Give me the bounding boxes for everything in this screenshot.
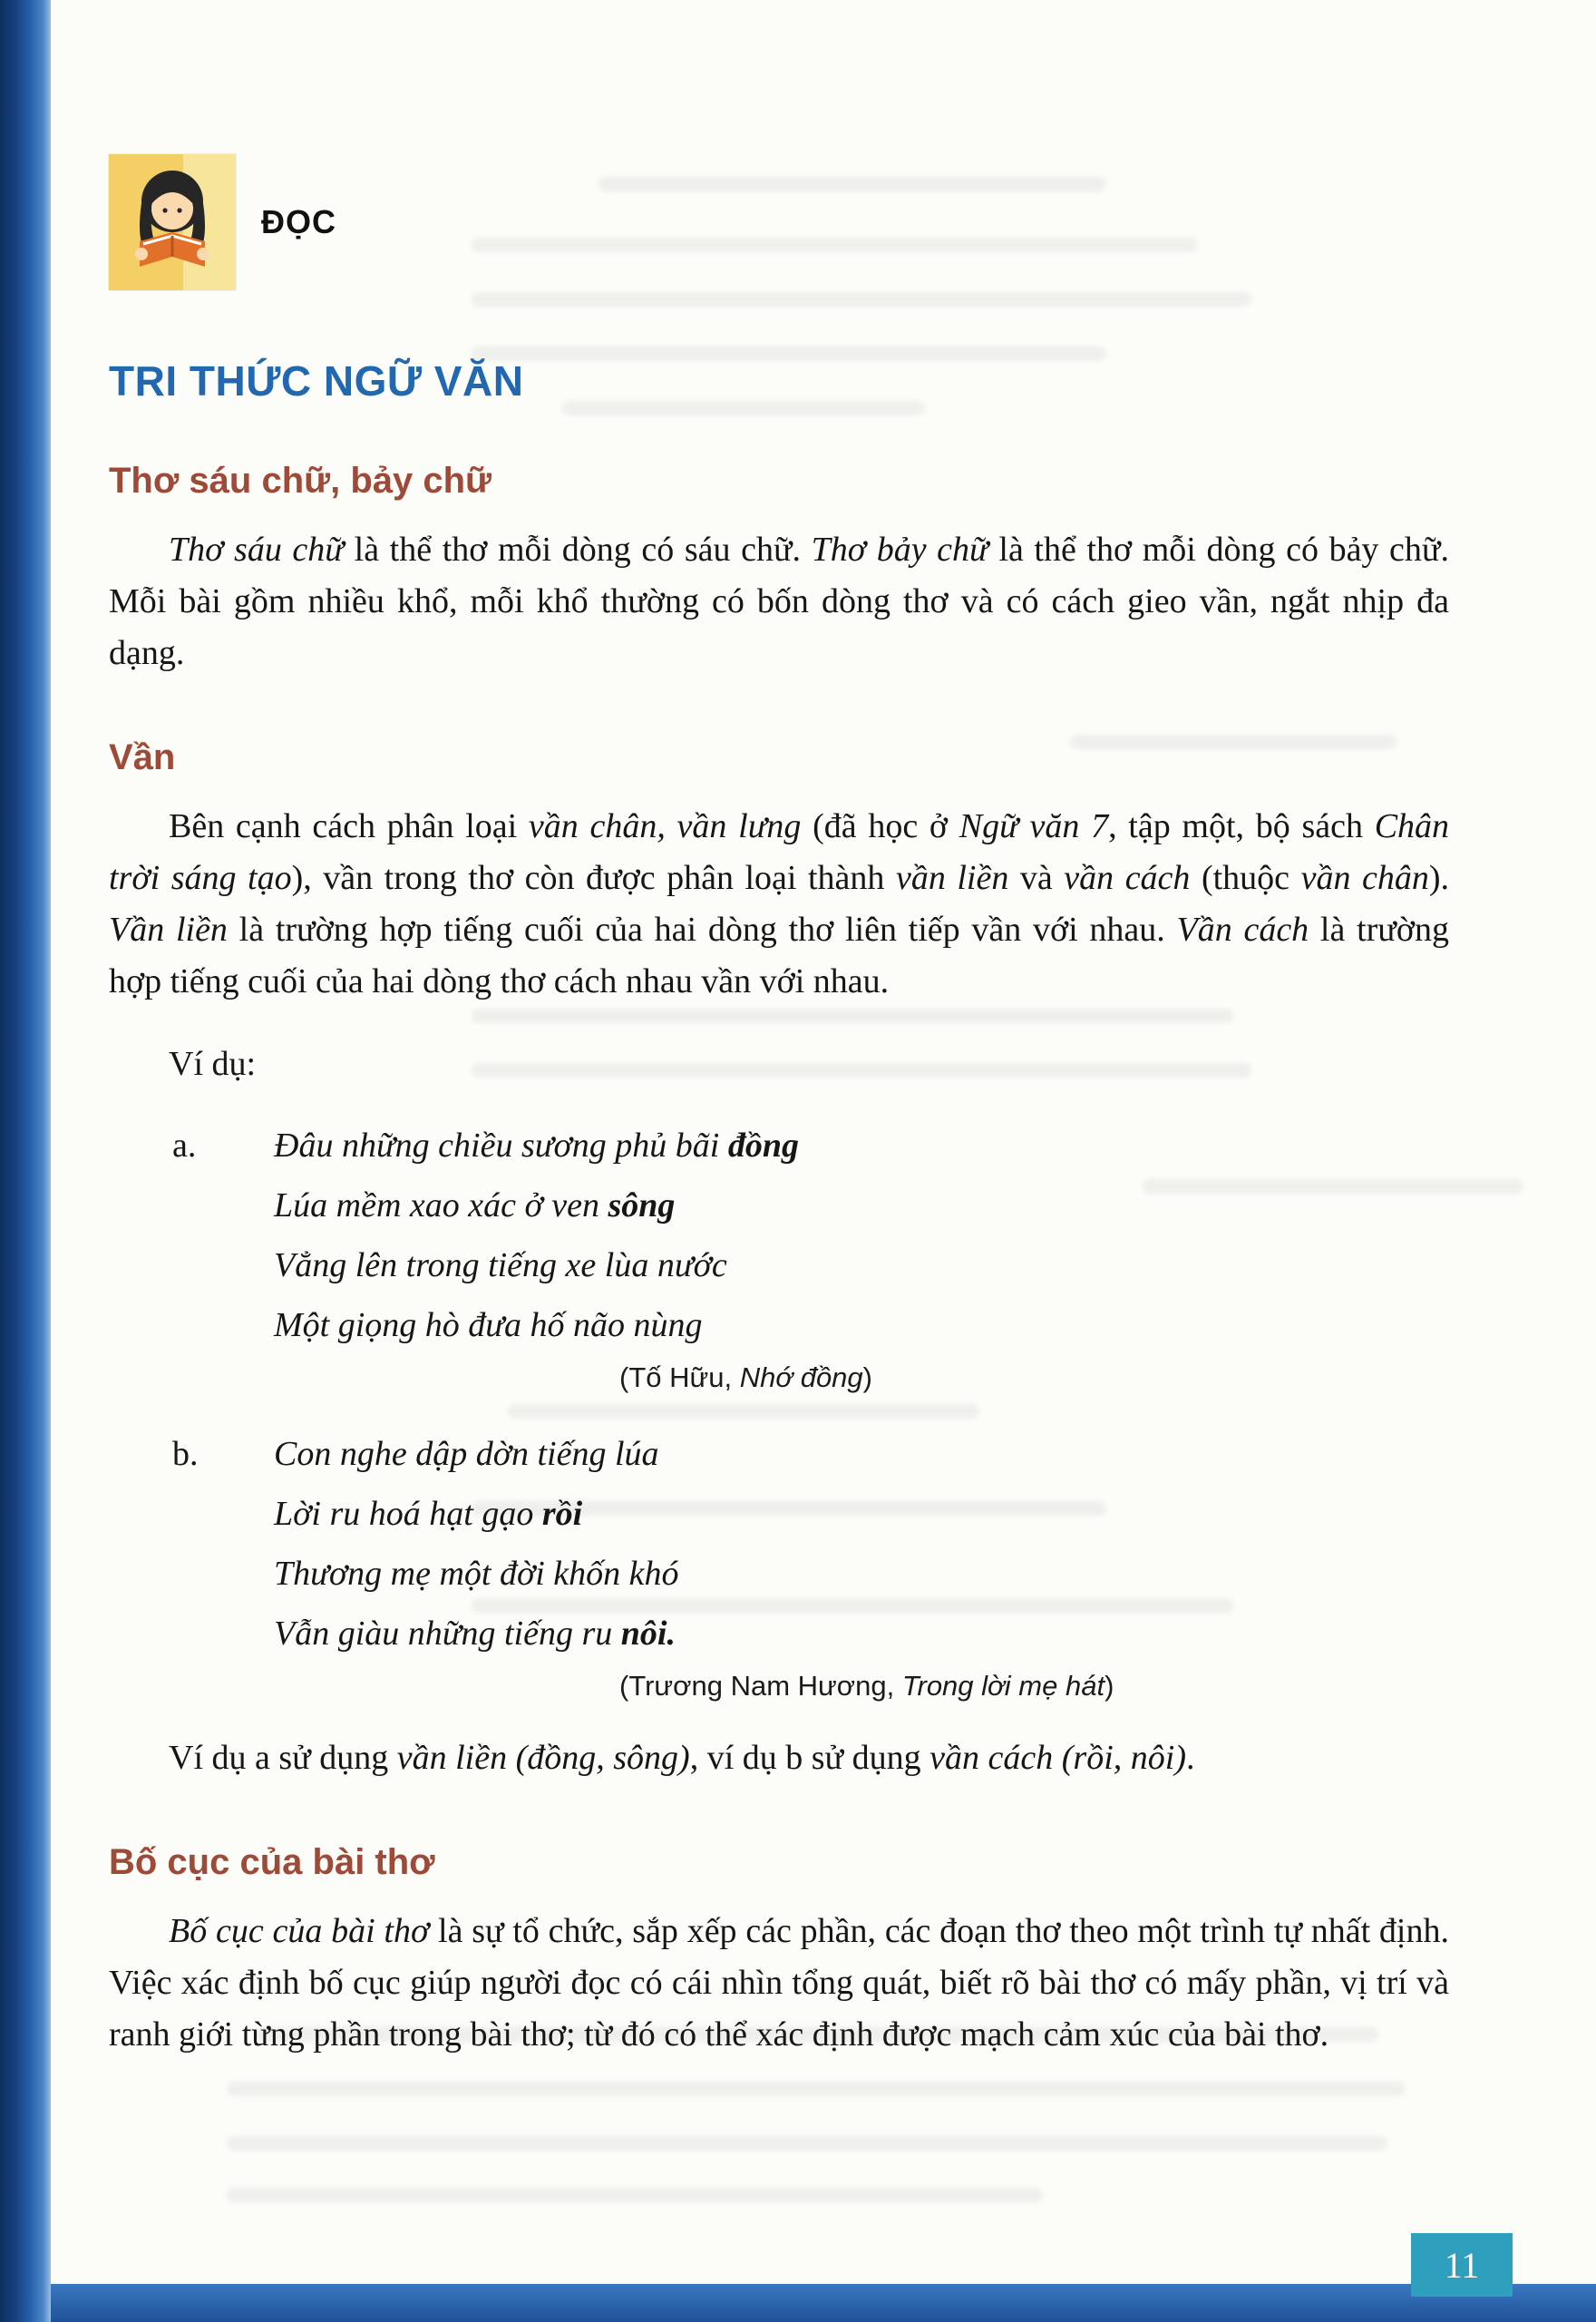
doc-section-header [109, 154, 1449, 290]
poem-attribution-a: (Tố Hữu, Nhớ đồng) [619, 1361, 872, 1393]
poem-line: Vẫn giàu những tiếng ru nôi. [274, 1615, 676, 1653]
paragraph-van-closing: Ví dụ a sử dụng vần liền (đồng, sông), ví dụ b sử dụng vần cách (rồi, nôi). [169, 1739, 1195, 1777]
page-content [109, 0, 1449, 2066]
poem-b [274, 1424, 1449, 1707]
paragraph-van: Bên cạnh cách phân loại vần chân, vần lưng (đã học ở Ngữ văn 7, tập một, bộ sách Chân trời sáng tạo), vần trong thơ còn được phân loại thành vần liền và vần cách (thuộc vần chân). Vần liền là trường hợp tiếng cuối của hai dòng thơ liên tiếp vần với nhau. Vần cách là trường hợp tiếng cuối của hai dòng thơ cách nhau vần với nhau. [109, 807, 1450, 1000]
example-label-b: b. [172, 1435, 199, 1473]
section-heading-van: Vần [109, 737, 176, 777]
example-intro: Ví dụ: [169, 1045, 257, 1083]
poem-line: Lời ru hoá hạt gạo rồi [274, 1495, 583, 1533]
poem-line: Vẳng lên trong tiếng xe lùa nước [274, 1246, 727, 1284]
poem-line: Thương mẹ một đời khốn khó [274, 1555, 679, 1593]
poem-line: Lúa mềm xao xác ở ven sông [274, 1186, 676, 1224]
page-number-tab [1411, 2233, 1513, 2297]
bottom-edge-strip [51, 2284, 1596, 2322]
section-heading-tho-sau-bay-chu: Thơ sáu chữ, bảy chữ [109, 461, 492, 501]
poem-attribution-b: (Trương Nam Hương, Trong lời mẹ hát) [619, 1670, 1114, 1702]
poem-line: Con nghe dập dờn tiếng lúa [274, 1435, 659, 1473]
paragraph-bo-cuc: Bố cục của bài thơ là sự tổ chức, sắp xếp các phần, các đoạn thơ theo một trình tự nhất định. Việc xác định bố cục giúp người đọc có cái nhìn tổng quát, biết rõ bài thơ có mấy phần, vị trí và ranh giới từng phần trong bài thơ; từ đó có thể xác định được mạch cảm xúc của bài thơ. [109, 1912, 1449, 2054]
poem-line: Một giọng hò đưa hố não nùng [274, 1306, 703, 1344]
poem-example-a [109, 1116, 1449, 1399]
reading-girl-icon [109, 154, 236, 290]
paragraph-tho-sau-bay-chu: Thơ sáu chữ là thể thơ mỗi dòng có sáu chữ. Thơ bảy chữ là thể thơ mỗi dòng có bảy chữ. Mỗi bài gồm nhiều khổ, mỗi khổ thường có bốn dòng thơ và có cách gieo vần, ngắt nhịp đa dạng. [109, 531, 1450, 672]
doc-section-label: ĐỌC [261, 203, 336, 240]
example-label-a: a. [172, 1127, 197, 1165]
poem-example-b [109, 1424, 1449, 1707]
poem-a [274, 1116, 1449, 1399]
book-spine-strip [0, 0, 51, 2322]
section-heading-bo-cuc: Bố cục của bài thơ [109, 1842, 435, 1882]
page-number: 11 [1444, 2244, 1480, 2286]
page-title: TRI THỨC NGỮ VĂN [109, 357, 524, 405]
poem-line: Đâu những chiều sương phủ bãi đồng [274, 1127, 799, 1165]
